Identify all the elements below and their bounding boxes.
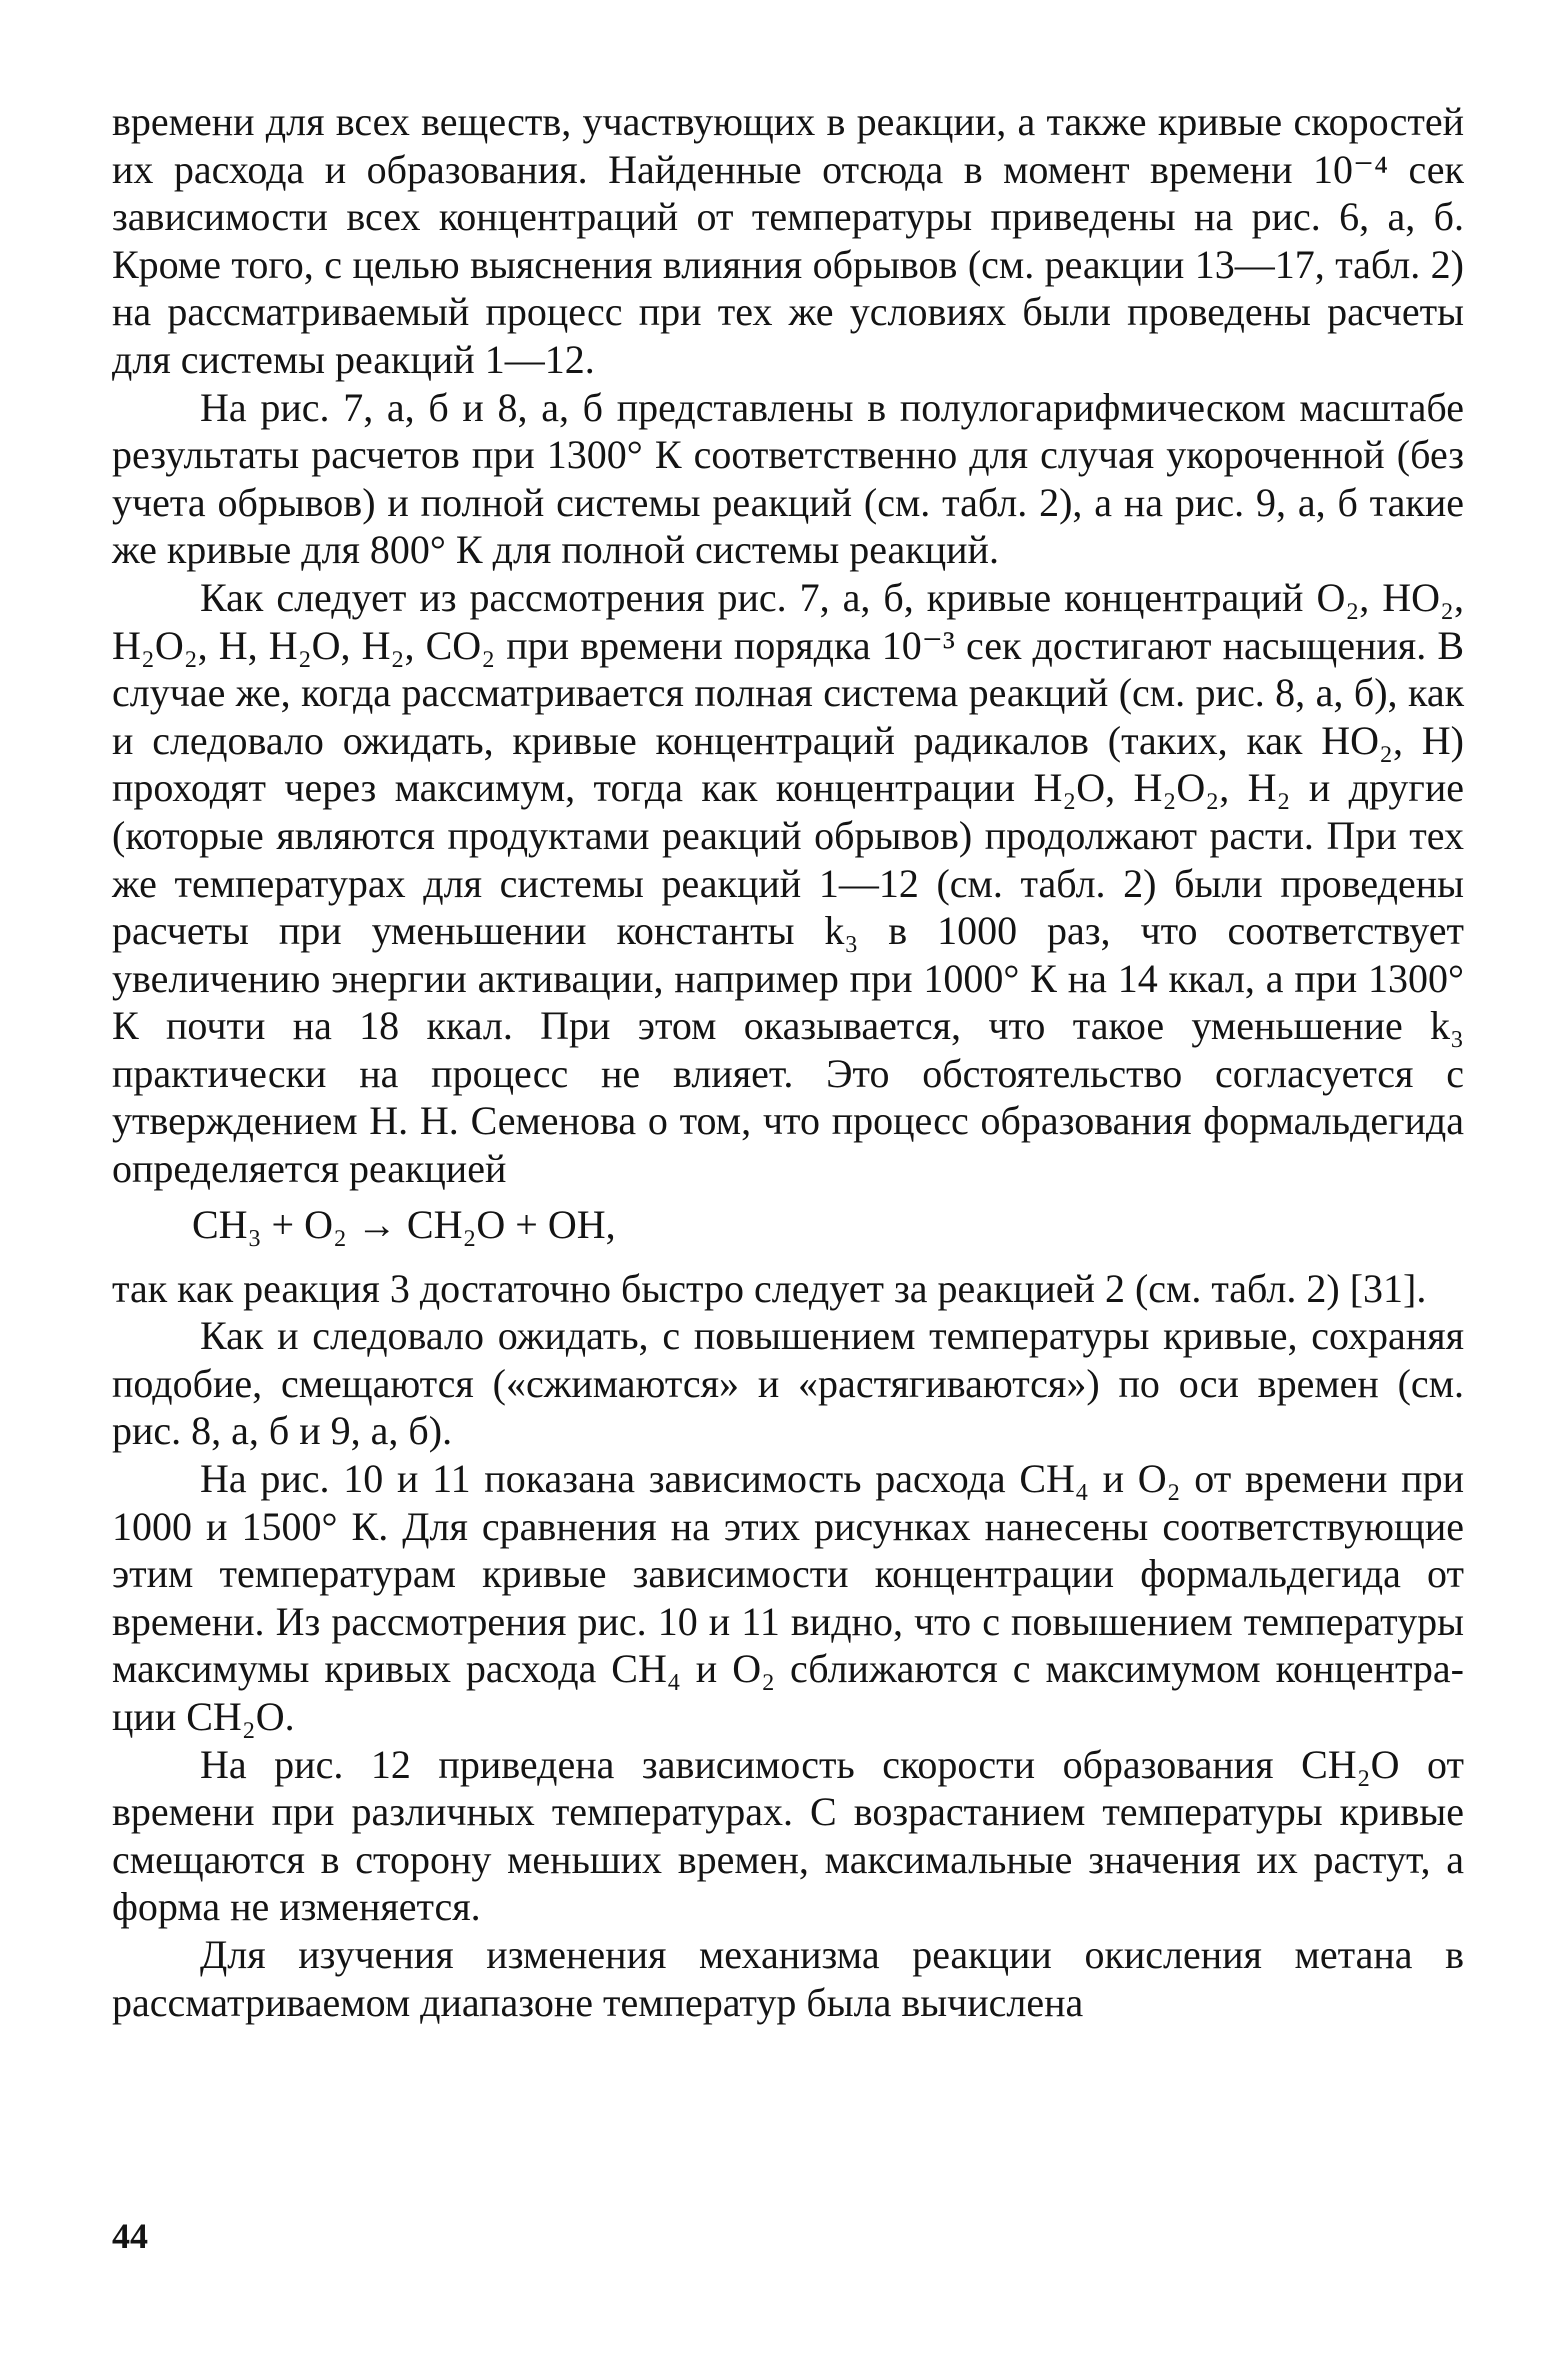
paragraph-6: На рис. 10 и 11 показана зависимость расхода CH₄ и O₂ от времени при 1000 и 1500° К. Для сравнения на этих рисунках нанесены соответствующие этим температурам кривые зависимости концентрации формальдегида от времени. Из рассмотрения рис. 10 и 11 видно, что с повышением температуры максимумы кривых расхода CH₄ и O₂ сближаются с максимумом концентрации CH₂O. <box>112 1456 1464 1739</box>
paragraph-4: так как реакция 3 достаточно быстро следует за реакцией 2 (см. табл. 2) [31]. <box>112 1265 1427 1311</box>
paragraph-3: Как следует из рассмотрения рис. 7, а, б, кривые концентраций O₂, HO₂, H₂O₂, H, H₂O, H₂, CO₂ при времени порядка 10⁻³ сек достигают насыщения. В случае же, когда рассматривается полная система реакций (см. рис. 8, а, б), как и следовало ожидать, кривые концентраций радикалов (таких, как HO₂, H) проходят через максимум, тогда как концентрации H₂O, H₂O₂, H₂ и другие (которые являются продуктами реакций обрывов) продолжают расти. При тех же температурах для системы реакций 1—12 (см. табл. 2) были проведены расчеты при уменьшении константы k₃ в 1000 раз, что соответствует увеличению энергии активации, например при 1000° К на 14 ккал, а при 1300° К почти на 18 ккал. При этом оказывается, что такое уменьшение k₃ практически на процесс не влияет. Это обстоятельство согласуется с утверждением Н. Н. Семенова о том, что процесс образования формальдегида определяется реакцией <box>112 574 1464 1192</box>
page-body <box>112 98 1464 2026</box>
paragraph-1: времени для всех веществ, участвующих в реакции, а также кривые скоростей их расхода и образования. Найденные отсюда в момент времени 10⁻⁴ сек зависимости всех концентраций от температуры приведены на рис. 6, а, б. Кроме того, с целью выяснения влияния обрывов (см. реакции 13—17, табл. 2) на рассматриваемый процесс при тех же условиях были проведены расчеты для системы реакций 1—12. <box>112 99 1464 382</box>
reaction-formula: CH₃ + O₂ → CH₂O + OH, <box>192 1201 616 1247</box>
paragraph-5: Как и следовало ожидать, с повышением температуры кривые, сохраняя подобие, смещаются («сжимаются» и «растягиваются») по оси времен (см. рис. 8, а, б и 9, а, б). <box>112 1313 1464 1454</box>
paragraph-7: На рис. 12 приведена зависимость скорости образования CH₂O от времени при различных температурах. С возрастанием температуры кривые смещаются в сторону меньших времен, максимальные значения их растут, а форма не изменяется. <box>112 1741 1464 1930</box>
paragraph-2: На рис. 7, а, б и 8, а, б представлены в полулогарифмическом масштабе результаты расчетов при 1300° К соответственно для случая укороченной (без учета обрывов) и полной системы реакций (см. табл. 2), а на рис. 9, а, б такие же кривые для 800° К для полной системы реакций. <box>112 384 1464 573</box>
page-number: 44 <box>112 2216 148 2256</box>
paragraph-8: Для изучения изменения механизма реакции окисления метана в рассматриваемом диапазоне температур была вычислена <box>112 1931 1464 2025</box>
